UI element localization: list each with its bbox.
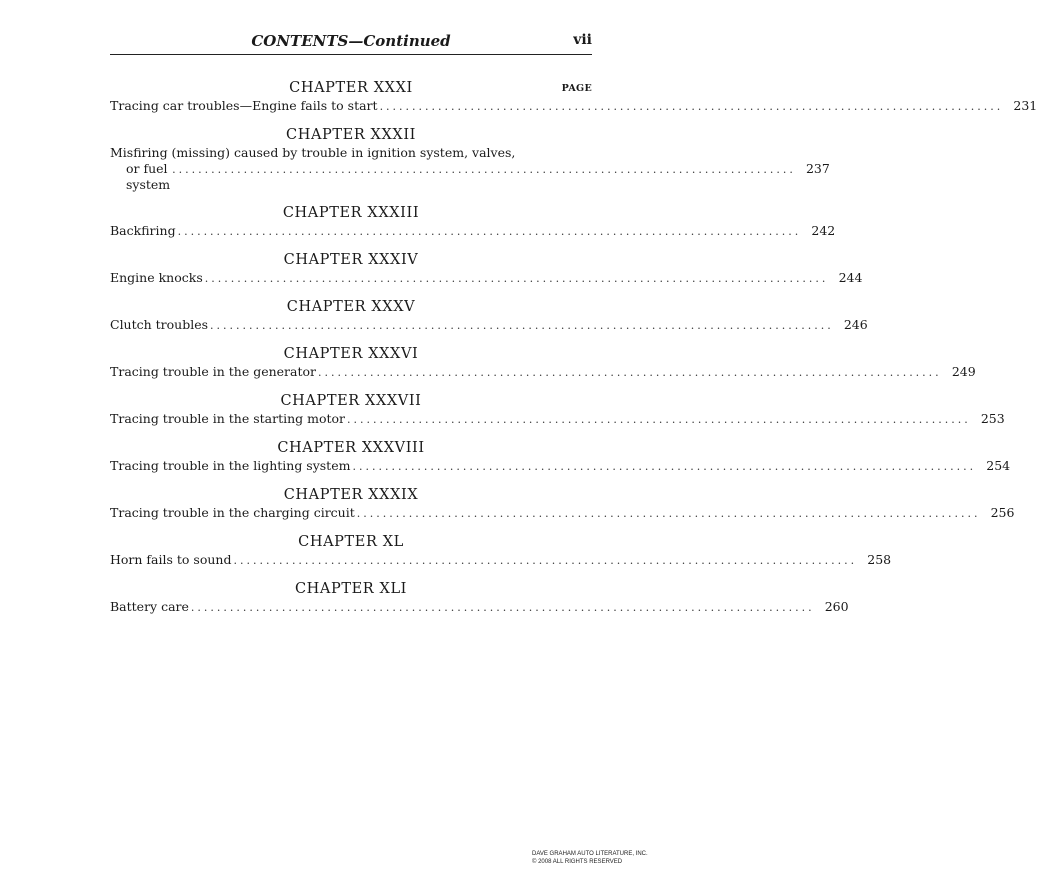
toc-entry (110, 599, 849, 616)
dot-leader: ................................................................................................ (347, 413, 971, 426)
dot-leader: ................................................................................................ (356, 507, 981, 520)
entry-page-number: 242 (811, 223, 836, 238)
entry-page-number: 253 (980, 411, 1005, 426)
chapter-36 (110, 344, 976, 381)
dot-leader: ................................................................................................ (204, 272, 829, 285)
entry-title: Tracing trouble in the charging circuit (110, 505, 355, 520)
chapter-40 (110, 532, 892, 569)
chapter-34 (110, 250, 863, 287)
entry-page-number: 244 (838, 270, 863, 285)
entry-title: Backfiring (110, 223, 176, 238)
entry-page-number: 254 (986, 458, 1011, 473)
chapter-heading: CHAPTER XXXVII (280, 393, 422, 409)
entry-title: Battery care (110, 599, 189, 614)
dot-leader: ................................................................................................ (172, 163, 796, 176)
chapter-heading: CHAPTER XXXII (286, 127, 416, 143)
entry-title-line-2: or fuel system (126, 161, 171, 192)
toc-entry (110, 145, 830, 193)
chapter-heading: CHAPTER XXXIV (283, 252, 419, 268)
chapter-heading: CHAPTER XLI (294, 581, 408, 597)
footer-publisher: DAVE GRAHAM AUTO LITERATURE, INC. (532, 851, 648, 857)
entry-page-number: 237 (805, 161, 830, 176)
chapter-38 (110, 438, 1011, 475)
chapter-37 (110, 391, 1005, 428)
entry-title-line-1: Misfiring (missing) caused by trouble in ignition system, valves, (110, 145, 516, 160)
entry-title: Clutch troubles (110, 317, 209, 332)
chapter-39 (110, 485, 1015, 522)
entry-page-number: 246 (843, 317, 868, 332)
header-title: CONTENTS—Continued (251, 32, 451, 50)
toc-entry (110, 458, 1011, 475)
copyright-footer (532, 850, 672, 866)
entry-page-number: 256 (990, 505, 1015, 520)
toc-entry (110, 223, 836, 240)
toc-entry (110, 270, 863, 287)
entry-page-number: 231 (1013, 98, 1037, 113)
chapter-heading: CHAPTER XXXIII (282, 205, 420, 221)
dot-leader: ................................................................................................ (233, 554, 858, 567)
entry-title: Tracing trouble in the generator (110, 364, 316, 379)
toc-entry (110, 98, 1037, 115)
page-column-label: PAGE (561, 83, 592, 94)
chapter-heading: CHAPTER XXXVI (283, 346, 419, 362)
entry-page-number: 249 (951, 364, 976, 379)
dot-leader: ................................................................................................ (190, 601, 815, 614)
chapter-41 (110, 579, 849, 616)
toc-entry (110, 411, 1005, 428)
entry-title: Tracing trouble in the lighting system (110, 458, 351, 473)
toc-entry (110, 317, 868, 334)
dot-leader: ................................................................................................ (379, 100, 1004, 113)
chapter-heading: CHAPTER XL (298, 534, 404, 550)
header-page-number: vii (573, 32, 592, 48)
entry-title: Engine knocks (110, 270, 203, 285)
running-header (110, 30, 592, 55)
dot-leader: ................................................................................................ (318, 366, 942, 379)
chapter-31 (110, 78, 1037, 115)
toc-entry (110, 505, 1015, 522)
dot-leader: ................................................................................................ (210, 319, 834, 332)
entry-title: Tracing car troubles—Engine fails to start (110, 98, 378, 113)
chapter-33 (110, 203, 836, 240)
toc-entry (110, 364, 976, 381)
entry-page-number: 260 (824, 599, 849, 614)
entry-title: Horn fails to sound (110, 552, 232, 567)
entry-page-number: 258 (867, 552, 892, 567)
table-of-contents (110, 78, 1037, 626)
chapter-32 (110, 125, 830, 193)
toc-entry (110, 552, 892, 569)
dot-leader: ................................................................................................ (352, 460, 977, 473)
chapter-heading: CHAPTER XXXIX (283, 487, 419, 503)
chapter-heading: CHAPTER XXXV (286, 299, 416, 315)
chapter-heading: CHAPTER XXXVIII (277, 440, 425, 456)
entry-title: Tracing trouble in the starting motor (110, 411, 346, 426)
dot-leader: ................................................................................................ (177, 225, 802, 238)
chapter-35 (110, 297, 868, 334)
footer-copyright: © 2008 ALL RIGHTS RESERVED (532, 859, 623, 865)
chapter-heading: CHAPTER XXXI (289, 80, 413, 96)
